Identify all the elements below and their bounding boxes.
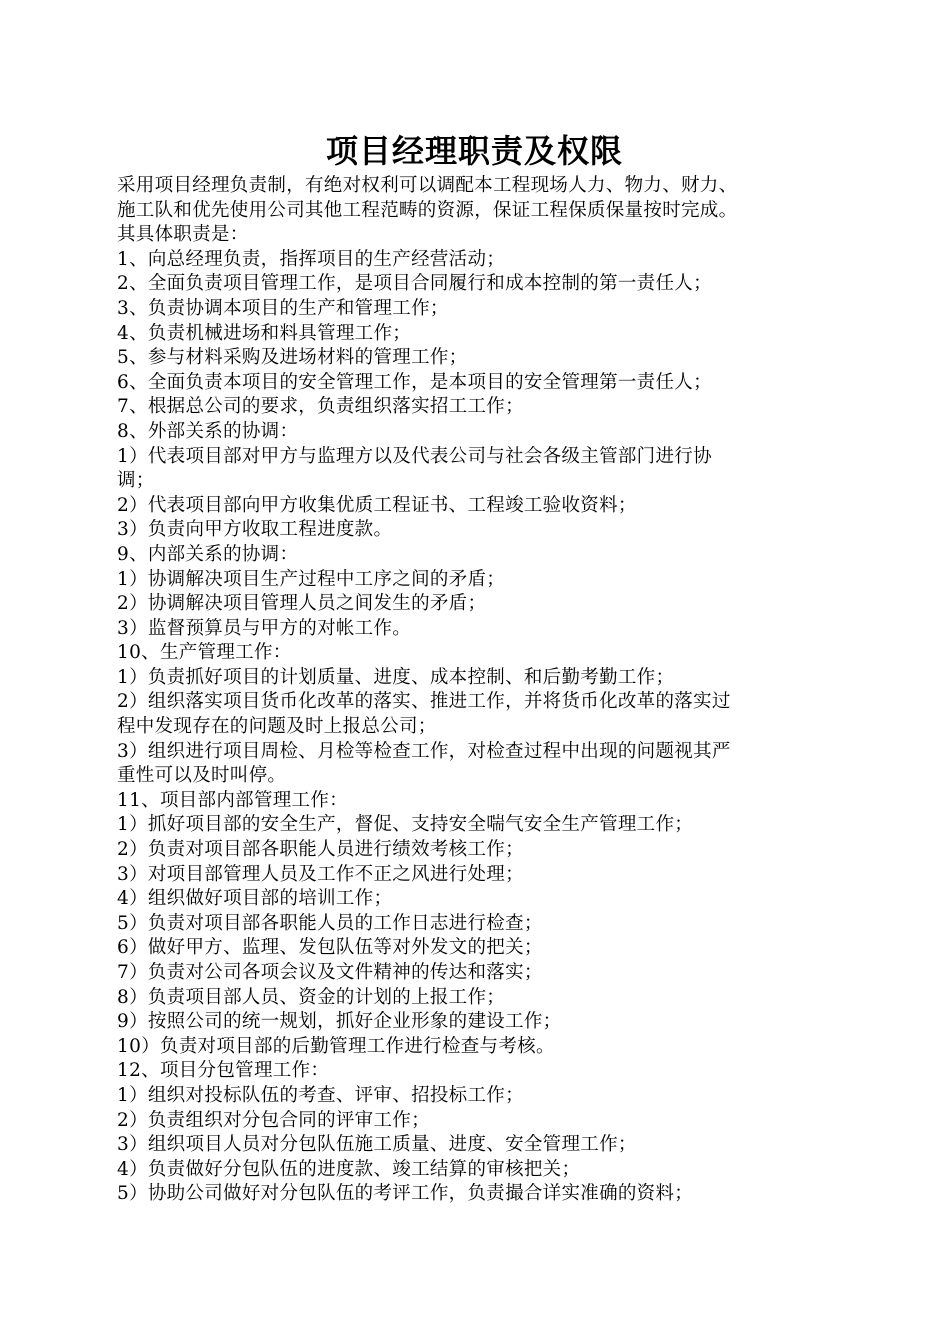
body-line: 11、项目部内部管理工作： <box>117 789 348 811</box>
body-line: 3）组织项目人员对分包队伍施工质量、进度、安全管理工作； <box>117 1134 637 1156</box>
body-line: 2）代表项目部向甲方收集优质工程证书、工程竣工验收资料； <box>117 494 637 516</box>
body-line: 3）对项目部管理人员及工作不正之风进行处理； <box>117 863 524 885</box>
body-line: 5）负责对项目部各职能人员的工作日志进行检查； <box>117 912 543 934</box>
body-line: 1）抓好项目部的安全生产，督促、支持安全喘气安全生产管理工作； <box>117 814 694 836</box>
body-line: 6、全面负责本项目的安全管理工作，是本项目的安全管理第一责任人； <box>117 371 712 393</box>
body-line: 12、项目分包管理工作： <box>117 1060 330 1082</box>
body-line: 5、参与材料采购及进场材料的管理工作； <box>117 347 468 369</box>
body-line: 9）按照公司的统一规划，抓好企业形象的建设工作； <box>117 1011 562 1033</box>
body-line: 5）协助公司做好对分包队伍的考评工作，负责撮合详实准确的资料； <box>117 1183 694 1205</box>
body-line: 10、生产管理工作： <box>117 642 292 664</box>
body-line: 10）负责对项目部的后勤管理工作进行检查与考核。 <box>117 1035 555 1057</box>
body-line: 1、向总经理负责，指挥项目的生产经营活动； <box>117 248 506 270</box>
body-line: 2）负责对项目部各职能人员进行绩效考核工作； <box>117 839 524 861</box>
body-line: 7）负责对公司各项会议及文件精神的传达和落实； <box>117 962 543 983</box>
body-line: 3、负责协调本项目的生产和管理工作； <box>117 297 449 319</box>
body-line: 2、全面负责项目管理工作，是项目合同履行和成本控制的第一责任人； <box>117 273 712 295</box>
body-line: 8、外部关系的协调： <box>117 420 299 442</box>
body-line: 4）负责做好分包队伍的进度款、竣工结算的审核把关； <box>117 1158 581 1180</box>
body-line: 4、负责机械进场和料具管理工作； <box>117 322 412 344</box>
body-line: 3）监督预算员与甲方的对帐工作。 <box>117 617 412 639</box>
body-line: 3）组织进行项目周检、月检等检查工作，对检查过程中出现的问题视其严 <box>117 740 731 762</box>
body-line: 8）负责项目部人员、资金的计划的上报工作； <box>117 986 506 1008</box>
body-line: 1）组织对投标队伍的考查、评审、招投标工作； <box>117 1084 524 1106</box>
body-line: 采用项目经理负责制，有绝对权利可以调配本工程现场人力、物力、财力、 <box>117 175 738 196</box>
body-line: 6）做好甲方、监理、发包队伍等对外发文的把关； <box>117 937 543 959</box>
body-line: 其具体职责是： <box>117 224 249 246</box>
body-line: 2）负责组织对分包合同的评审工作； <box>117 1109 430 1131</box>
body-line: 重性可以及时叫停。 <box>117 765 287 787</box>
body-line: 9、内部关系的协调： <box>117 543 299 565</box>
body-line: 1）协调解决项目生产过程中工序之间的矛盾； <box>117 568 506 590</box>
body-line: 程中发现存在的问题及时上报总公司； <box>117 716 437 738</box>
body-line: 1）代表项目部对甲方与监理方以及代表公司与社会各级主管部门进行协 <box>117 445 712 467</box>
body-line: 7、根据总公司的要求，负责组织落实招工工作； <box>117 396 524 418</box>
body-line: 4）组织做好项目部的培训工作； <box>117 888 393 910</box>
body-line: 1）负责抓好项目的计划质量、进度、成本控制、和后勤考勤工作； <box>117 666 675 688</box>
body-line: 2）协调解决项目管理人员之间发生的矛盾； <box>117 593 487 615</box>
document-body <box>117 174 842 1207</box>
body-line: 3）负责向甲方收取工程进度款。 <box>117 519 393 541</box>
document-title: 项目经理职责及权限 <box>325 132 623 170</box>
body-line: 调； <box>117 470 155 492</box>
body-line: 2）组织落实项目货币化改革的落实、推进工作，并将货币化改革的落实过 <box>117 691 731 713</box>
body-line: 施工队和优先使用公司其他工程范畴的资源，保证工程保质保量按时完成。 <box>117 199 738 221</box>
